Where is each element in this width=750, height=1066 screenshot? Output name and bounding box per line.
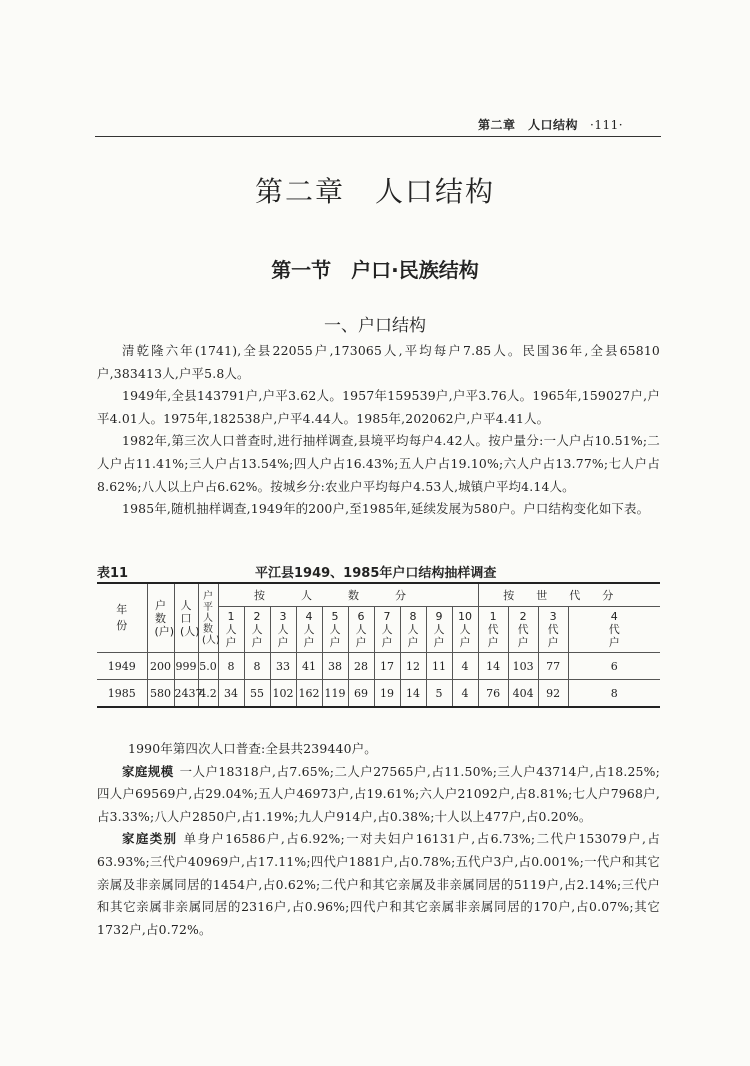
header-size-col (322, 607, 348, 653)
paragraph: 清乾隆六年(1741),全县22055户,173065人,平均每户7.85人。民国36年,全县65810户,383413人,户平5.8人。 (97, 343, 660, 381)
cell-size-count: 69 (348, 680, 374, 708)
header-year (97, 583, 147, 653)
cell-generation-count: 6 (568, 653, 660, 680)
chapter-title: 第二章 人口结构 (254, 175, 495, 208)
cell-generation-count: 103 (508, 653, 538, 680)
paragraph-text: 一人户18318户,占7.65%;二人户27565户,占11.50%;三人户43714户,占18.25%;四人户69569户,占29.04%;五人户46973户,占19.61%;六人户21092户,占8.81%;七人户7968户,占3.33%;八人户2850户,占1.19%;九人户914户,占0.38%;十人以上477户,占0.20%。 (97, 763, 660, 824)
running-head (478, 116, 623, 133)
header-size-col (218, 607, 244, 653)
header-size-col (270, 607, 296, 653)
cell-generation-count: 8 (568, 680, 660, 708)
header-size-col (426, 607, 452, 653)
cell-size-count: 17 (374, 653, 400, 680)
header-size-col (348, 607, 374, 653)
paragraph-keyword: 家庭类别 (122, 831, 178, 847)
cell-size-count: 34 (218, 680, 244, 708)
cell-size-count: 162 (296, 680, 322, 708)
header-generation-col-label: 3代户 (547, 610, 559, 649)
header-generation-col-label: 4代户 (608, 610, 620, 649)
cell-size-count: 119 (322, 680, 348, 708)
census-text (97, 738, 660, 941)
header-size-col (296, 607, 322, 653)
paragraph (97, 738, 660, 761)
cell-year: 1985 (97, 680, 147, 708)
header-avg (198, 583, 218, 653)
table-title: 平江县1949、1985年户口结构抽样调查 (255, 566, 497, 581)
cell-size-count: 8 (218, 653, 244, 680)
page-number: ·111· (590, 118, 624, 132)
header-households (147, 583, 174, 653)
intro-text (97, 340, 660, 521)
header-generation-col (568, 607, 660, 653)
header-population (174, 583, 198, 653)
paragraph: 1949年,全县143791户,户平3.62人。1957年159539户,户平3.76人。1965年,159027户,户平4.01人。1975年,182538户,户平4.44人。1985年,202062户,户平4.41人。 (97, 388, 660, 426)
header-size-col (374, 607, 400, 653)
table-number: 表11 (97, 566, 129, 581)
table-caption (97, 562, 660, 580)
cell-households: 200 (147, 653, 174, 680)
subsection-title: 一、户口结构 (324, 316, 426, 336)
header-generation-col-label: 2代户 (517, 610, 529, 649)
cell-generation-count: 14 (478, 653, 508, 680)
cell-size-count: 28 (348, 653, 374, 680)
header-year-label: 年份 (116, 603, 128, 632)
header-rule (95, 136, 661, 137)
cell-avg: 5.0 (198, 653, 218, 680)
cell-generation-count: 77 (538, 653, 568, 680)
cell-size-count: 33 (270, 653, 296, 680)
header-group-size: 按人数分 (218, 583, 478, 607)
header-size-col-label: 1人户 (225, 610, 237, 649)
header-size-col-label: 2人户 (251, 610, 263, 649)
paragraph-keyword: 家庭规模 (122, 763, 174, 779)
cell-generation-count: 92 (538, 680, 568, 708)
cell-year: 1949 (97, 653, 147, 680)
header-households-label: 户数(户) (154, 598, 175, 638)
header-population-label: 人口(人) (180, 598, 200, 638)
header-size-col-label: 5人户 (329, 610, 341, 649)
cell-size-count: 38 (322, 653, 348, 680)
header-size-col-label: 3人户 (277, 610, 289, 649)
header-size-col-label: 9人户 (433, 610, 445, 649)
cell-size-count: 11 (426, 653, 452, 680)
header-generation-col-label: 1代户 (487, 610, 499, 649)
cell-households: 580 (147, 680, 174, 708)
cell-size-count: 8 (244, 653, 270, 680)
header-generation-col (508, 607, 538, 653)
cell-population: 2437 (174, 680, 198, 708)
header-size-col-label: 4人户 (303, 610, 315, 649)
household-structure-table (97, 582, 660, 708)
paragraph-text: 单身户16586户,占6.92%;一对夫妇户16131户,占6.73%;二代户153079户,占63.93%;三代户40969户,占17.11%;四代户1881户,占0.78%;五代户3户,占0.001%;一代户和其它亲属及非亲属同居的1454户,占0.62%;二代户和其它亲属及非亲属同居的5119户,占2.14%;三代户和其它亲属非亲属同居的2316户,占0.96%;四代户和其它亲属非亲属同居的170户,占0.07%;其它1732户,占0.72%。 (97, 831, 660, 937)
header-size-col (244, 607, 270, 653)
cell-size-count: 5 (426, 680, 452, 708)
cell-generation-count: 76 (478, 680, 508, 708)
header-size-col-label: 6人户 (355, 610, 367, 649)
table-row (97, 653, 660, 680)
cell-avg: 4.2 (198, 680, 218, 708)
header-size-col (452, 607, 478, 653)
cell-generation-count: 404 (508, 680, 538, 708)
header-generation-col (478, 607, 508, 653)
paragraph: 1982年,第三次人口普查时,进行抽样调查,县境平均每户4.42人。按户量分:一人户占10.51%;二人户占11.41%;三人户占13.54%;四人户占16.43%;五人户占19.10%;六人户占13.77%;七人户占8.62%;八人以上户占6.62%。按城乡分:农业户平均每户4.53人,城镇户平均4.14人。 (97, 433, 660, 494)
cell-population: 999 (174, 653, 198, 680)
cell-size-count: 12 (400, 653, 426, 680)
table-row (97, 680, 660, 708)
header-size-col (400, 607, 426, 653)
header-size-col-label: 8人户 (407, 610, 419, 649)
cell-size-count: 19 (374, 680, 400, 708)
header-size-col-label: 10人户 (458, 610, 473, 649)
cell-size-count: 14 (400, 680, 426, 708)
cell-size-count: 102 (270, 680, 296, 708)
cell-size-count: 41 (296, 653, 322, 680)
paragraph (97, 761, 660, 829)
header-generation-col (538, 607, 568, 653)
section-title: 第一节 户口·民族结构 (271, 258, 479, 282)
paragraph: 1985年,随机抽样调查,1949年的200户,至1985年,延续发展为580户。户口结构变化如下表。 (122, 501, 650, 517)
running-head-title: 第二章 人口结构 (478, 118, 579, 132)
header-size-col-label: 7人户 (381, 610, 393, 649)
header-group-generation: 按世代分 (478, 583, 660, 607)
cell-size-count: 4 (452, 680, 478, 708)
cell-size-count: 4 (452, 653, 478, 680)
paragraph-text: 1990年第四次人口普查:全县共239440户。 (128, 741, 377, 756)
cell-size-count: 55 (244, 680, 270, 708)
header-avg-label: 户平人数(人) (202, 590, 220, 646)
paragraph (97, 828, 660, 941)
